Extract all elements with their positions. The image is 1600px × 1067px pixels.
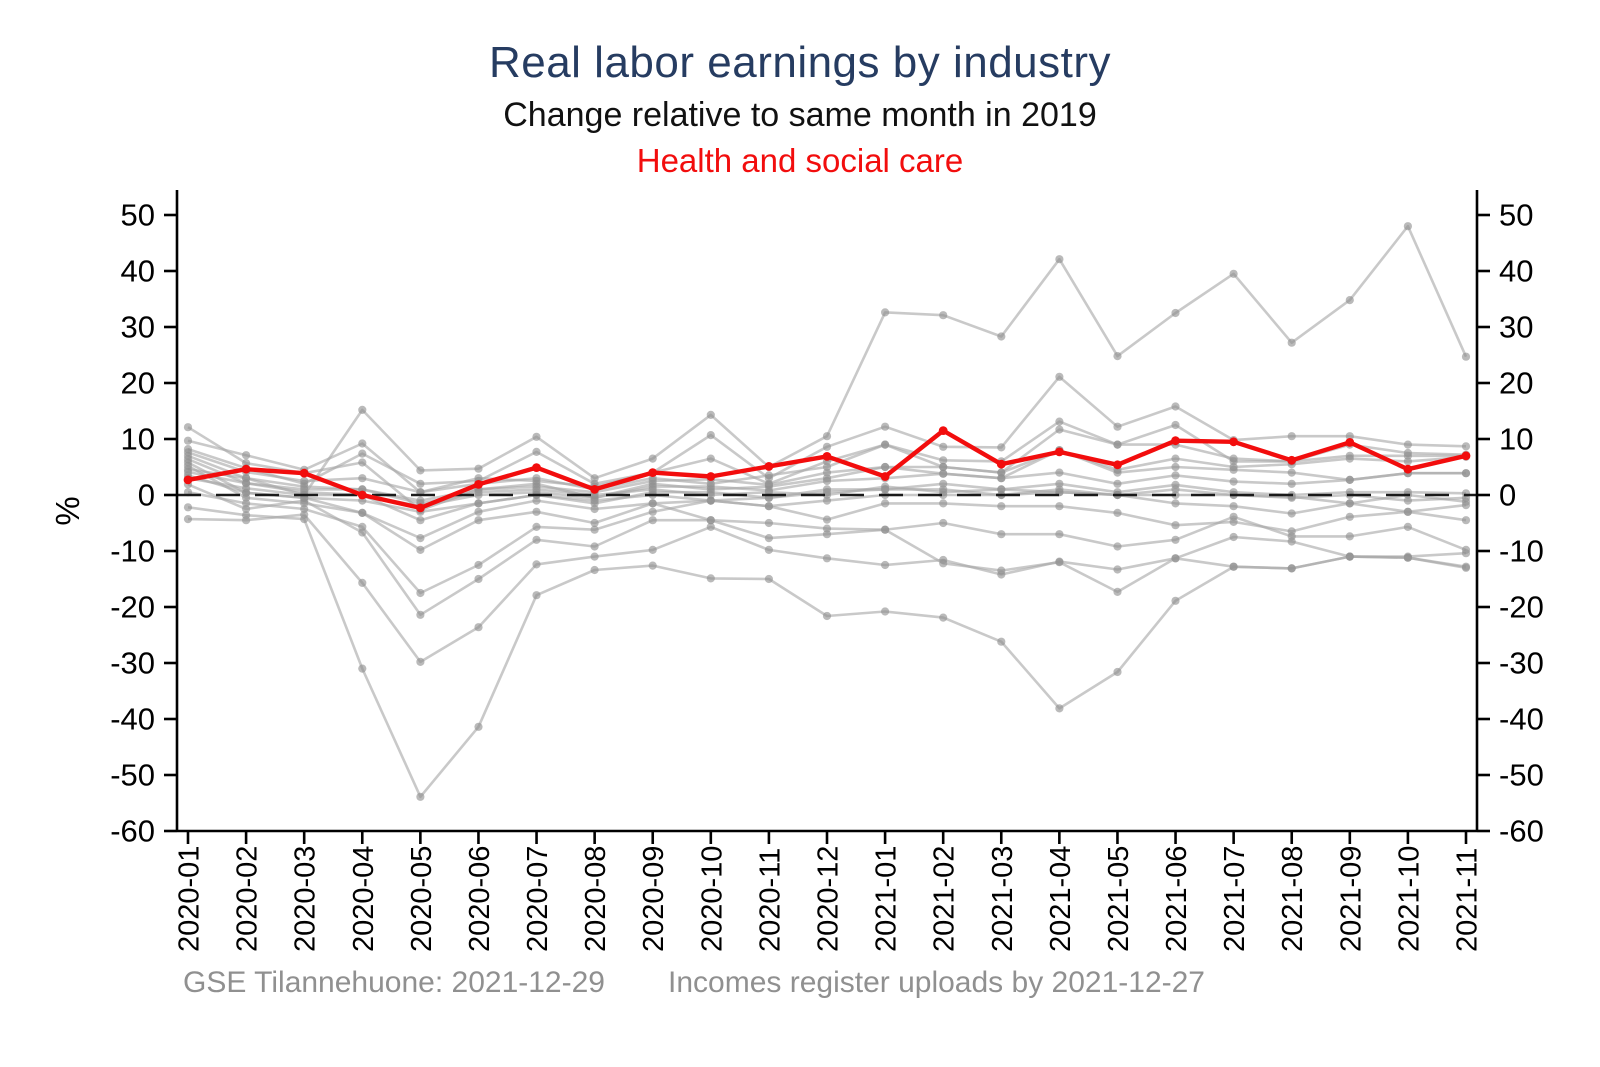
- series-marker-highlight: [1287, 456, 1296, 465]
- series-marker-industry-01: [1462, 353, 1470, 361]
- series-marker-industry-15: [823, 463, 831, 471]
- series-marker-industry-05: [1346, 513, 1354, 521]
- series-marker-industry-08: [707, 431, 715, 439]
- series-marker-industry-01: [1346, 296, 1354, 304]
- series-marker-industry-06: [1288, 469, 1296, 477]
- y-tick-label-right: -10: [1499, 533, 1544, 569]
- x-tick-label: 2020-11: [754, 847, 787, 952]
- y-tick-label-left: 30: [120, 309, 155, 345]
- series-marker-industry-04: [1346, 532, 1354, 540]
- series-marker-highlight: [765, 462, 774, 471]
- series-marker-industry-07: [1230, 563, 1238, 571]
- series-marker-industry-02: [707, 574, 715, 582]
- series-marker-highlight: [474, 480, 483, 489]
- x-tick-label: 2020-06: [464, 845, 496, 952]
- series-marker-industry-01: [1171, 309, 1179, 317]
- series-marker-industry-16: [881, 485, 889, 493]
- series-marker-industry-01: [1404, 222, 1412, 230]
- series-marker-industry-01: [997, 332, 1005, 340]
- y-tick-label-right: -60: [1499, 813, 1544, 849]
- series-marker-industry-05: [532, 523, 540, 531]
- series-marker-industry-15: [242, 451, 250, 459]
- y-tick-label-right: 10: [1499, 421, 1534, 457]
- y-tick-label-left: 10: [120, 421, 155, 457]
- series-marker-industry-11: [1113, 480, 1121, 488]
- series-marker-industry-01: [1113, 352, 1121, 360]
- series-marker-industry-06: [1171, 463, 1179, 471]
- x-tick-label: 2021-02: [928, 845, 961, 952]
- y-tick-label-right: 50: [1499, 197, 1534, 233]
- series-marker-industry-15: [939, 463, 947, 471]
- series-marker-industry-03: [649, 546, 657, 554]
- series-marker-industry-10: [1230, 463, 1238, 471]
- series-marker-industry-10: [1171, 455, 1179, 463]
- series-marker-highlight: [1113, 460, 1122, 469]
- series-marker-industry-07: [1288, 564, 1296, 572]
- series-marker-industry-01: [358, 406, 366, 414]
- y-tick-label-right: -20: [1499, 589, 1544, 625]
- series-marker-industry-03: [532, 560, 540, 568]
- series-marker-industry-02: [649, 562, 657, 570]
- series-marker-industry-05: [1113, 509, 1121, 517]
- x-tick-label: 2021-01: [870, 845, 903, 952]
- series-marker-industry-01: [1288, 339, 1296, 347]
- series-marker-industry-03: [1113, 565, 1121, 573]
- series-marker-industry-05: [997, 502, 1005, 510]
- y-tick-label-left: -10: [110, 533, 155, 569]
- series-marker-highlight: [300, 469, 309, 478]
- series-marker-industry-04: [649, 516, 657, 524]
- series-marker-industry-07: [765, 519, 773, 527]
- x-tick-label: 2020-03: [289, 845, 322, 952]
- series-marker-industry-16: [939, 485, 947, 493]
- series-marker-industry-03: [474, 623, 482, 631]
- series-marker-highlight: [823, 452, 832, 461]
- footer-note-uploads: Incomes register uploads by 2021-12-27: [668, 966, 1205, 999]
- series-marker-industry-02: [1113, 668, 1121, 676]
- series-marker-highlight: [881, 472, 890, 481]
- series-marker-industry-02: [532, 591, 540, 599]
- series-marker-highlight: [1345, 438, 1354, 447]
- series-marker-industry-08: [1288, 432, 1296, 440]
- series-marker-industry-08: [1404, 441, 1412, 449]
- series-marker-industry-02: [358, 665, 366, 673]
- series-marker-industry-02: [881, 607, 889, 615]
- series-marker-industry-14: [1462, 501, 1470, 509]
- series-marker-industry-02: [765, 575, 773, 583]
- x-tick-label: 2021-03: [986, 845, 1019, 952]
- series-marker-industry-07: [1404, 554, 1412, 562]
- series-marker-industry-04: [997, 530, 1005, 538]
- x-tick-label: 2021-04: [1044, 845, 1077, 952]
- series-marker-industry-14: [1288, 509, 1296, 517]
- x-tick-label: 2021-10: [1393, 845, 1426, 952]
- series-marker-highlight: [532, 463, 541, 472]
- series-marker-industry-07: [823, 525, 831, 533]
- x-tick-label: 2021-09: [1335, 845, 1368, 952]
- series-marker-industry-04: [416, 611, 424, 619]
- page-subtitle: Change relative to same month in 2019: [503, 96, 1097, 134]
- x-tick-label: 2020-04: [347, 845, 380, 952]
- series-marker-industry-01: [474, 465, 482, 473]
- y-tick-label-right: -50: [1499, 757, 1544, 793]
- x-tick-label: 2021-08: [1277, 845, 1310, 952]
- series-marker-industry-09: [707, 455, 715, 463]
- series-marker-industry-07: [416, 546, 424, 554]
- series-marker-industry-13: [649, 499, 657, 507]
- series-marker-industry-10: [881, 463, 889, 471]
- series-marker-industry-13: [416, 534, 424, 542]
- series-marker-industry-04: [1113, 542, 1121, 550]
- x-tick-label: 2020-10: [696, 845, 729, 952]
- series-marker-industry-02: [474, 723, 482, 731]
- y-tick-label-right: 30: [1499, 309, 1534, 345]
- series-marker-industry-05: [358, 523, 366, 531]
- series-marker-industry-08: [532, 448, 540, 456]
- series-marker-industry-15: [358, 439, 366, 447]
- y-tick-label-right: -40: [1499, 701, 1544, 737]
- series-line-industry-02: [188, 507, 1466, 797]
- series-marker-industry-14: [474, 488, 482, 496]
- series-marker-industry-07: [532, 508, 540, 516]
- series-marker-industry-03: [881, 561, 889, 569]
- series-marker-industry-04: [474, 575, 482, 583]
- series-marker-industry-05: [649, 508, 657, 516]
- series-marker-industry-11: [1462, 469, 1470, 477]
- series-marker-industry-01: [532, 433, 540, 441]
- series-marker-industry-11: [1055, 469, 1063, 477]
- series-marker-industry-09: [358, 474, 366, 482]
- series-marker-industry-04: [1462, 546, 1470, 554]
- series-marker-highlight: [1055, 448, 1064, 457]
- series-marker-industry-04: [939, 519, 947, 527]
- series-marker-highlight: [1404, 465, 1413, 474]
- series-marker-industry-03: [242, 516, 250, 524]
- series-marker-industry-10: [1404, 457, 1412, 465]
- series-marker-industry-16: [242, 484, 250, 492]
- series-marker-industry-15: [765, 471, 773, 479]
- series-marker-highlight: [590, 485, 599, 494]
- series-marker-highlight: [242, 465, 251, 474]
- y-tick-label-left: -30: [110, 645, 155, 681]
- series-marker-industry-05: [881, 499, 889, 507]
- series-marker-industry-13: [358, 509, 366, 517]
- series-marker-industry-07: [1171, 554, 1179, 562]
- series-marker-industry-04: [1404, 523, 1412, 531]
- series-marker-industry-11: [1171, 471, 1179, 479]
- series-marker-industry-03: [823, 554, 831, 562]
- series-marker-industry-03: [1230, 533, 1238, 541]
- x-tick-label: 2020-07: [522, 845, 554, 952]
- series-marker-industry-05: [1171, 521, 1179, 529]
- series-marker-highlight: [416, 504, 425, 513]
- series-marker-industry-16: [707, 497, 715, 505]
- series-marker-industry-13: [591, 505, 599, 513]
- series-marker-industry-08: [1462, 442, 1470, 450]
- series-marker-industry-15: [1230, 455, 1238, 463]
- series-marker-industry-01: [707, 411, 715, 419]
- y-tick-label-left: -60: [110, 813, 155, 849]
- series-marker-industry-03: [358, 579, 366, 587]
- x-tick-label: 2020-01: [173, 845, 206, 952]
- series-marker-industry-01: [1230, 270, 1238, 278]
- series-marker-industry-08: [823, 443, 831, 451]
- series-marker-industry-07: [1346, 553, 1354, 561]
- series-marker-industry-15: [707, 480, 715, 488]
- series-marker-highlight: [939, 426, 948, 435]
- series-marker-industry-08: [1055, 373, 1063, 381]
- x-tick-label: 2020-12: [812, 845, 845, 952]
- y-tick-label-left: 20: [120, 365, 155, 401]
- series-marker-industry-02: [997, 638, 1005, 646]
- y-tick-label-left: -20: [110, 589, 155, 625]
- series-marker-industry-05: [823, 516, 831, 524]
- x-tick-label: 2020-02: [231, 845, 264, 952]
- series-marker-industry-15: [997, 469, 1005, 477]
- series-marker-industry-16: [474, 499, 482, 507]
- series-marker-industry-14: [1230, 502, 1238, 510]
- series-marker-industry-13: [474, 508, 482, 516]
- series-marker-industry-15: [1404, 449, 1412, 457]
- y-axis-label: %: [49, 496, 86, 526]
- series-marker-industry-16: [591, 497, 599, 505]
- series-marker-industry-15: [532, 474, 540, 482]
- series-marker-industry-07: [1113, 588, 1121, 596]
- series-marker-industry-01: [416, 466, 424, 474]
- series-marker-industry-01: [649, 455, 657, 463]
- series-marker-industry-16: [416, 516, 424, 524]
- series-marker-industry-07: [707, 516, 715, 524]
- series-marker-industry-02: [184, 503, 192, 511]
- page-title: Real labor earnings by industry: [488, 38, 1112, 87]
- series-marker-industry-06: [184, 423, 192, 431]
- series-marker-industry-05: [474, 561, 482, 569]
- footer-note-source: GSE Tilannehuone: 2021-12-29: [183, 966, 605, 999]
- series-marker-industry-16: [1055, 485, 1063, 493]
- x-tick-label: 2021-11: [1451, 847, 1484, 952]
- series-marker-industry-11: [823, 477, 831, 485]
- series-marker-industry-16: [1404, 497, 1412, 505]
- series-marker-highlight: [1462, 451, 1471, 460]
- series-marker-industry-07: [997, 567, 1005, 575]
- y-tick-label-left: 0: [137, 477, 155, 513]
- series-marker-industry-14: [1404, 508, 1412, 516]
- series-marker-highlight: [706, 472, 715, 481]
- y-tick-label-left: 40: [120, 253, 155, 289]
- series-marker-industry-14: [1171, 499, 1179, 507]
- series-marker-highlight: [184, 476, 193, 485]
- series-marker-industry-07: [939, 559, 947, 567]
- y-tick-label-left: 50: [120, 197, 155, 233]
- series-marker-industry-07: [1462, 564, 1470, 572]
- x-tick-label: 2020-08: [580, 845, 613, 952]
- series-marker-industry-13: [300, 499, 308, 507]
- series-marker-industry-03: [184, 515, 192, 523]
- y-tick-label-right: 0: [1499, 477, 1517, 513]
- series-marker-industry-08: [416, 480, 424, 488]
- x-tick-label: 2020-05: [405, 845, 438, 952]
- series-marker-highlight: [1171, 436, 1180, 445]
- series-marker-highlight: [1229, 437, 1238, 446]
- series-marker-industry-15: [1113, 441, 1121, 449]
- series-marker-industry-01: [939, 311, 947, 319]
- series-marker-industry-04: [591, 542, 599, 550]
- series-marker-industry-08: [1113, 423, 1121, 431]
- series-marker-industry-02: [1055, 704, 1063, 712]
- y-tick-label-right: -30: [1499, 645, 1544, 681]
- series-marker-industry-15: [1055, 425, 1063, 433]
- series-marker-industry-05: [1288, 527, 1296, 535]
- series-marker-highlight: [997, 460, 1006, 469]
- series-marker-industry-02: [416, 793, 424, 801]
- series-marker-industry-11: [1230, 478, 1238, 486]
- series-marker-industry-02: [939, 614, 947, 622]
- series-marker-industry-04: [1171, 536, 1179, 544]
- series-marker-industry-07: [881, 526, 889, 534]
- series-marker-industry-02: [823, 612, 831, 620]
- series-marker-industry-04: [765, 534, 773, 542]
- series-marker-industry-13: [242, 494, 250, 502]
- series-marker-industry-05: [1055, 502, 1063, 510]
- y-tick-label-left: -40: [110, 701, 155, 737]
- series-marker-industry-13: [765, 502, 773, 510]
- series-marker-industry-02: [1171, 597, 1179, 605]
- series-marker-industry-01: [881, 308, 889, 316]
- series-marker-highlight: [358, 491, 367, 500]
- y-tick-label-left: -50: [110, 757, 155, 793]
- series-marker-industry-11: [1346, 476, 1354, 484]
- series-marker-industry-03: [765, 546, 773, 554]
- series-marker-industry-05: [1462, 516, 1470, 524]
- series-marker-industry-15: [881, 441, 889, 449]
- series-marker-industry-03: [591, 553, 599, 561]
- series-marker-industry-11: [1288, 480, 1296, 488]
- series-marker-industry-07: [1055, 558, 1063, 566]
- series-marker-industry-15: [184, 437, 192, 445]
- series-marker-industry-08: [939, 443, 947, 451]
- series-marker-industry-01: [1055, 255, 1063, 263]
- series-marker-industry-14: [1346, 499, 1354, 507]
- series-marker-industry-04: [532, 536, 540, 544]
- x-tick-label: 2020-09: [638, 845, 671, 952]
- x-tick-label: 2021-06: [1161, 845, 1193, 952]
- series-marker-industry-08: [881, 423, 889, 431]
- series-marker-industry-09: [1055, 418, 1063, 426]
- series-marker-industry-10: [1346, 455, 1354, 463]
- series-marker-industry-03: [416, 658, 424, 666]
- series-marker-industry-07: [474, 516, 482, 524]
- series-marker-industry-07: [591, 519, 599, 527]
- y-tick-label-right: 20: [1499, 365, 1534, 401]
- series-marker-industry-04: [1055, 530, 1063, 538]
- series-marker-industry-16: [1171, 485, 1179, 493]
- x-tick-label: 2021-05: [1103, 845, 1135, 952]
- series-marker-industry-02: [591, 566, 599, 574]
- series-marker-industry-08: [1171, 402, 1179, 410]
- series-marker-industry-01: [823, 432, 831, 440]
- series-marker-industry-06: [358, 458, 366, 466]
- series-marker-industry-08: [358, 450, 366, 458]
- y-tick-label-right: 40: [1499, 253, 1534, 289]
- x-tick-label: 2021-07: [1219, 845, 1252, 952]
- series-line-industry-05: [188, 492, 1466, 593]
- series-marker-industry-05: [939, 499, 947, 507]
- series-marker-industry-09: [1171, 421, 1179, 429]
- series-marker-industry-08: [997, 443, 1005, 451]
- series-marker-highlight: [648, 468, 657, 477]
- series-marker-industry-05: [1230, 518, 1238, 526]
- series-marker-industry-05: [416, 589, 424, 597]
- highlighted-series-title: Health and social care: [636, 142, 964, 179]
